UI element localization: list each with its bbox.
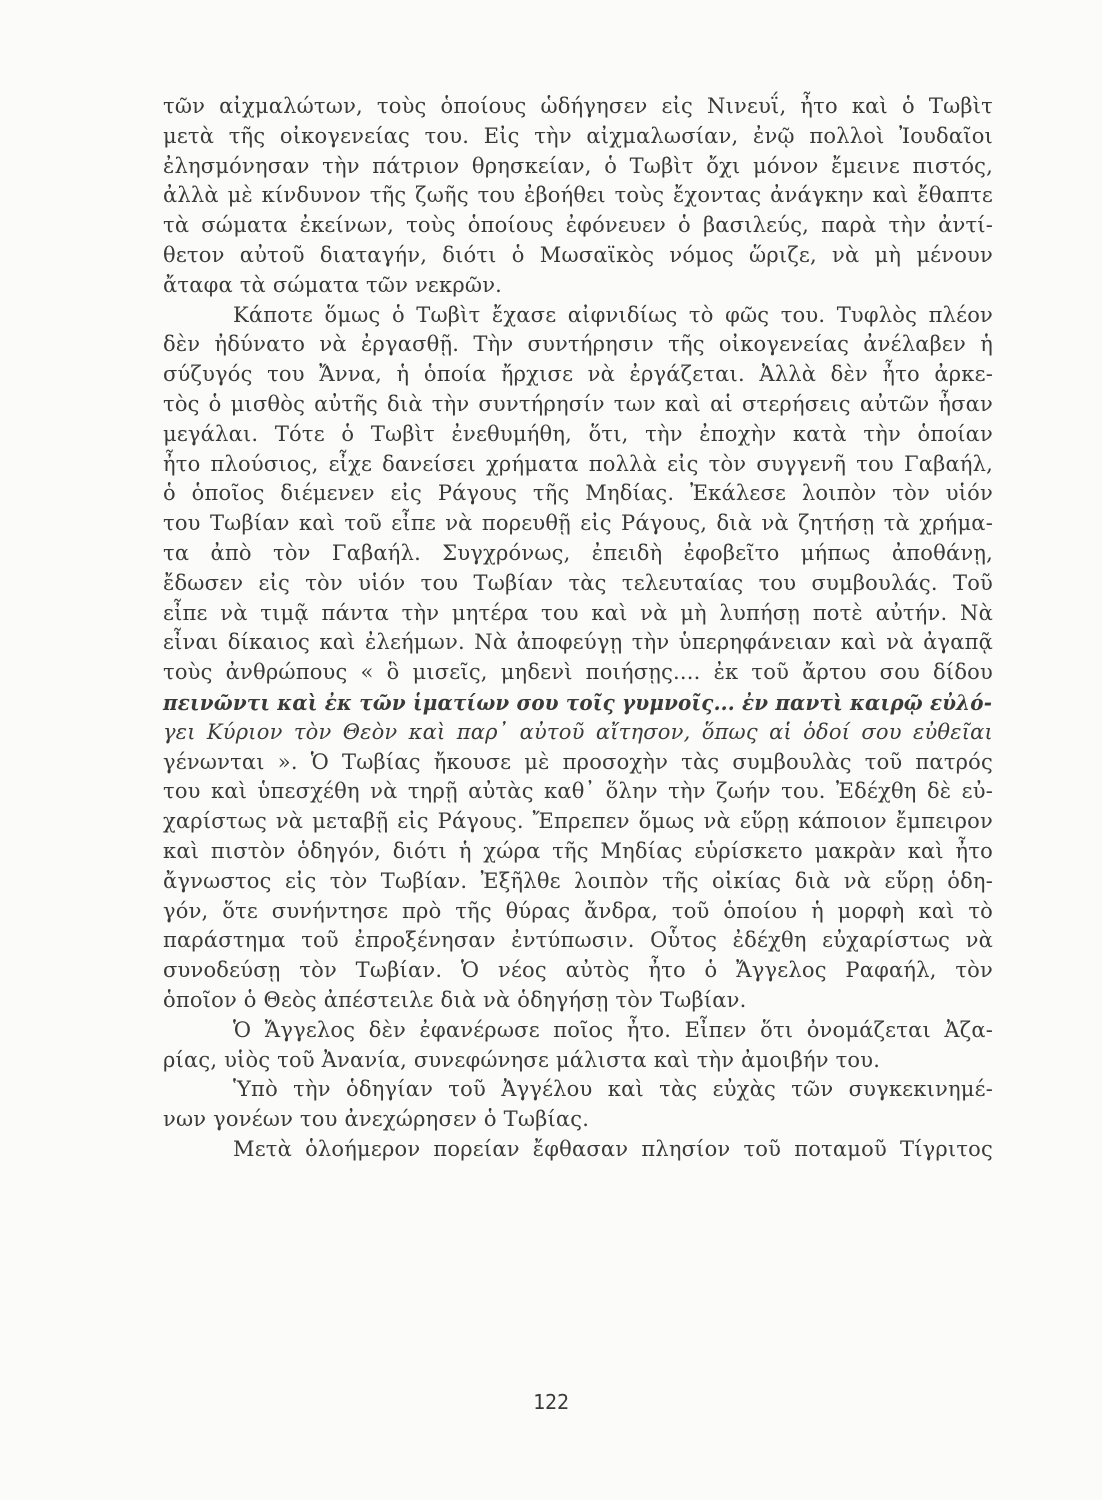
text-line: ὁ ὁποῖος διέμενεν εἰς Ράγους τῆς Μηδίας. Ἐκάλεσε λοιπὸν τὸν υἱόν xyxy=(163,481,993,506)
text-line: τὰ σώματα ἐκείνων, τοὺς ὁποίους ἐφόνευεν ὁ βασιλεύς, παρὰ τὴν ἀντί- xyxy=(163,213,993,238)
text-line: σύζυγός του Ἄννα, ἡ ὁποία ἤρχισε νὰ ἐργάζεται. Ἀλλὰ δὲν ἦτο ἀρκε- xyxy=(163,362,993,387)
text-line: ρίας, υἱὸς τοῦ Ἀνανία, συνεφώνησε μάλιστα καὶ τὴν ἀμοιβήν του. xyxy=(163,1047,881,1072)
text-line: νων γονέων του ἀνεχώρησεν ὁ Τωβίας. xyxy=(163,1107,590,1132)
quote-line: πεινῶντι καὶ ἐκ τῶν ἱματίων σου τοῖς γυμνοῖς... ἐν παντὶ καιρῷ εὐλό- xyxy=(163,689,993,715)
text-line: εἶναι δίκαιος καὶ ἐλεήμων. Νὰ ἀποφεύγῃ τὴν ὑπερηφάνειαν καὶ νὰ ἀγαπᾷ xyxy=(163,630,993,655)
text-line: εἶπε νὰ τιμᾷ πάντα τὴν μητέρα του καὶ νὰ μὴ λυπήσῃ ποτὲ αὐτήν. Νὰ xyxy=(163,600,993,625)
text-line: μεγάλαι. Τότε ὁ Τωβὶτ ἐνεθυμήθη, ὅτι, τὴν ἐποχὴν κατὰ τὴν ὁποίαν xyxy=(163,421,993,446)
text-line: δὲν ἠδύνατο νὰ ἐργασθῇ. Τὴν συντήρησιν τῆς οἰκογενείας ἀνέλαβεν ἡ xyxy=(163,332,993,357)
text-line: θετον αὐτοῦ διαταγήν, διότι ὁ Μωσαϊκὸς νόμος ὥριζε, νὰ μὴ μένουν xyxy=(163,242,993,267)
text-line: του Τωβίαν καὶ τοῦ εἶπε νὰ πορευθῇ εἰς Ράγους, διὰ νὰ ζητήσῃ τὰ χρήμα- xyxy=(163,511,993,536)
text-line: ὁποῖον ὁ Θεὸς ἀπέστειλε διὰ νὰ ὁδηγήσῃ τὸν Τωβίαν. xyxy=(163,987,747,1012)
text-line: τῶν αἰχμαλώτων, τοὺς ὁποίους ὡδήγησεν εἰς Νινευΐ, ἦτο καὶ ὁ Τωβὶτ xyxy=(163,94,993,118)
text-line: ἀλλὰ μὲ κίνδυνον τῆς ζωῆς του ἐβοήθει τοὺς ἔχοντας ἀνάγκην καὶ ἔθαπτε xyxy=(163,183,993,208)
text-line: ἔδωσεν εἰς τὸν υἱόν του Τωβίαν τὰς τελευταίας του συμβουλάς. Τοῦ xyxy=(163,570,993,595)
text-line: τοὺς ἀνθρώπους « ὃ μισεῖς, μηδενὶ ποιήσῃς.... ἐκ τοῦ ἄρτου σου δίδου xyxy=(163,660,993,685)
text-line: ἦτο πλούσιος, εἶχε δανείσει χρήματα πολλὰ εἰς τὸν συγγενῆ του Γαβαήλ, xyxy=(163,451,993,476)
text-line: μετὰ τῆς οἰκογενείας του. Εἰς τὴν αἰχμαλωσίαν, ἐνῷ πολλοὶ Ἰουδαῖοι xyxy=(163,123,993,148)
quote-line: γει Κύριον τὸν Θεὸν καὶ παρ᾽ αὐτοῦ αἴτησον, ὅπως αἱ ὁδοί σου εὐθεῖαι xyxy=(163,719,993,744)
text-line: τα ἀπὸ τὸν Γαβαήλ. Συγχρόνως, ἐπειδὴ ἐφοβεῖτο μήπως ἀποθάνῃ, xyxy=(163,540,993,565)
text-line: του καὶ ὑπεσχέθη νὰ τηρῇ αὐτὰς καθ᾽ ὅλην τὴν ζωήν του. Ἐδέχθη δὲ εὐ- xyxy=(163,779,993,804)
body-text xyxy=(163,92,993,1165)
text-line: ἐλησμόνησαν τὴν πάτριον θρησκείαν, ὁ Τωβὶτ ὄχι μόνον ἔμεινε πιστός, xyxy=(163,153,993,178)
text-line: γόν, ὅτε συνήντησε πρὸ τῆς θύρας ἄνδρα, τοῦ ὁποίου ἡ μορφὴ καὶ τὸ xyxy=(163,898,993,923)
text-line: καὶ πιστὸν ὁδηγόν, διότι ἡ χώρα τῆς Μηδίας εὑρίσκετο μακρὰν καὶ ἦτο xyxy=(163,838,993,863)
text-line: χαρίστως νὰ μεταβῇ εἰς Ράγους. Ἔπρεπεν ὅμως νὰ εὕρῃ κάποιον ἔμπειρον xyxy=(163,809,993,834)
paragraph-first-line: Ὁ Ἄγγελος δὲν ἐφανέρωσε ποῖος ἦτο. Εἶπεν ὅτι ὀνομάζεται Ἀζα- xyxy=(233,1017,993,1042)
paragraph-first-line: Ὑπὸ τὴν ὁδηγίαν τοῦ Ἀγγέλου καὶ τὰς εὐχὰς τῶν συγκεκινημέ- xyxy=(233,1077,993,1102)
text-line: τὸς ὁ μισθὸς αὐτῆς διὰ τὴν συντήρησίν των καὶ αἱ στερήσεις αὐτῶν ἦσαν xyxy=(163,391,993,416)
text-line: συνοδεύσῃ τὸν Τωβίαν. Ὁ νέος αὐτὸς ἦτο ὁ Ἄγγελος Ραφαήλ, τὸν xyxy=(163,958,993,983)
text-line: ἄγνωστος εἰς τὸν Τωβίαν. Ἐξῆλθε λοιπὸν τῆς οἰκίας διὰ νὰ εὕρῃ ὁδη- xyxy=(163,868,993,893)
paragraph-first-line: Μετὰ ὁλοήμερον πορείαν ἔφθασαν πλησίον τοῦ ποταμοῦ Τίγριτος xyxy=(233,1136,993,1161)
text-line: γένωνται ». Ὁ Τωβίας ἤκουσε μὲ προσοχὴν τὰς συμβουλὰς τοῦ πατρός xyxy=(163,749,993,774)
text-line: ἄταφα τὰ σώματα τῶν νεκρῶν. xyxy=(163,272,503,297)
paragraph-first-line: Κάποτε ὅμως ὁ Τωβὶτ ἔχασε αἰφνιδίως τὸ φῶς του. Τυφλὸς πλέον xyxy=(233,302,993,327)
page-number: 122 xyxy=(532,1390,570,1414)
text-line: παράστημα τοῦ ἐπροξένησαν ἐντύπωσιν. Οὗτος ἐδέχθη εὐχαρίστως νὰ xyxy=(163,928,993,953)
